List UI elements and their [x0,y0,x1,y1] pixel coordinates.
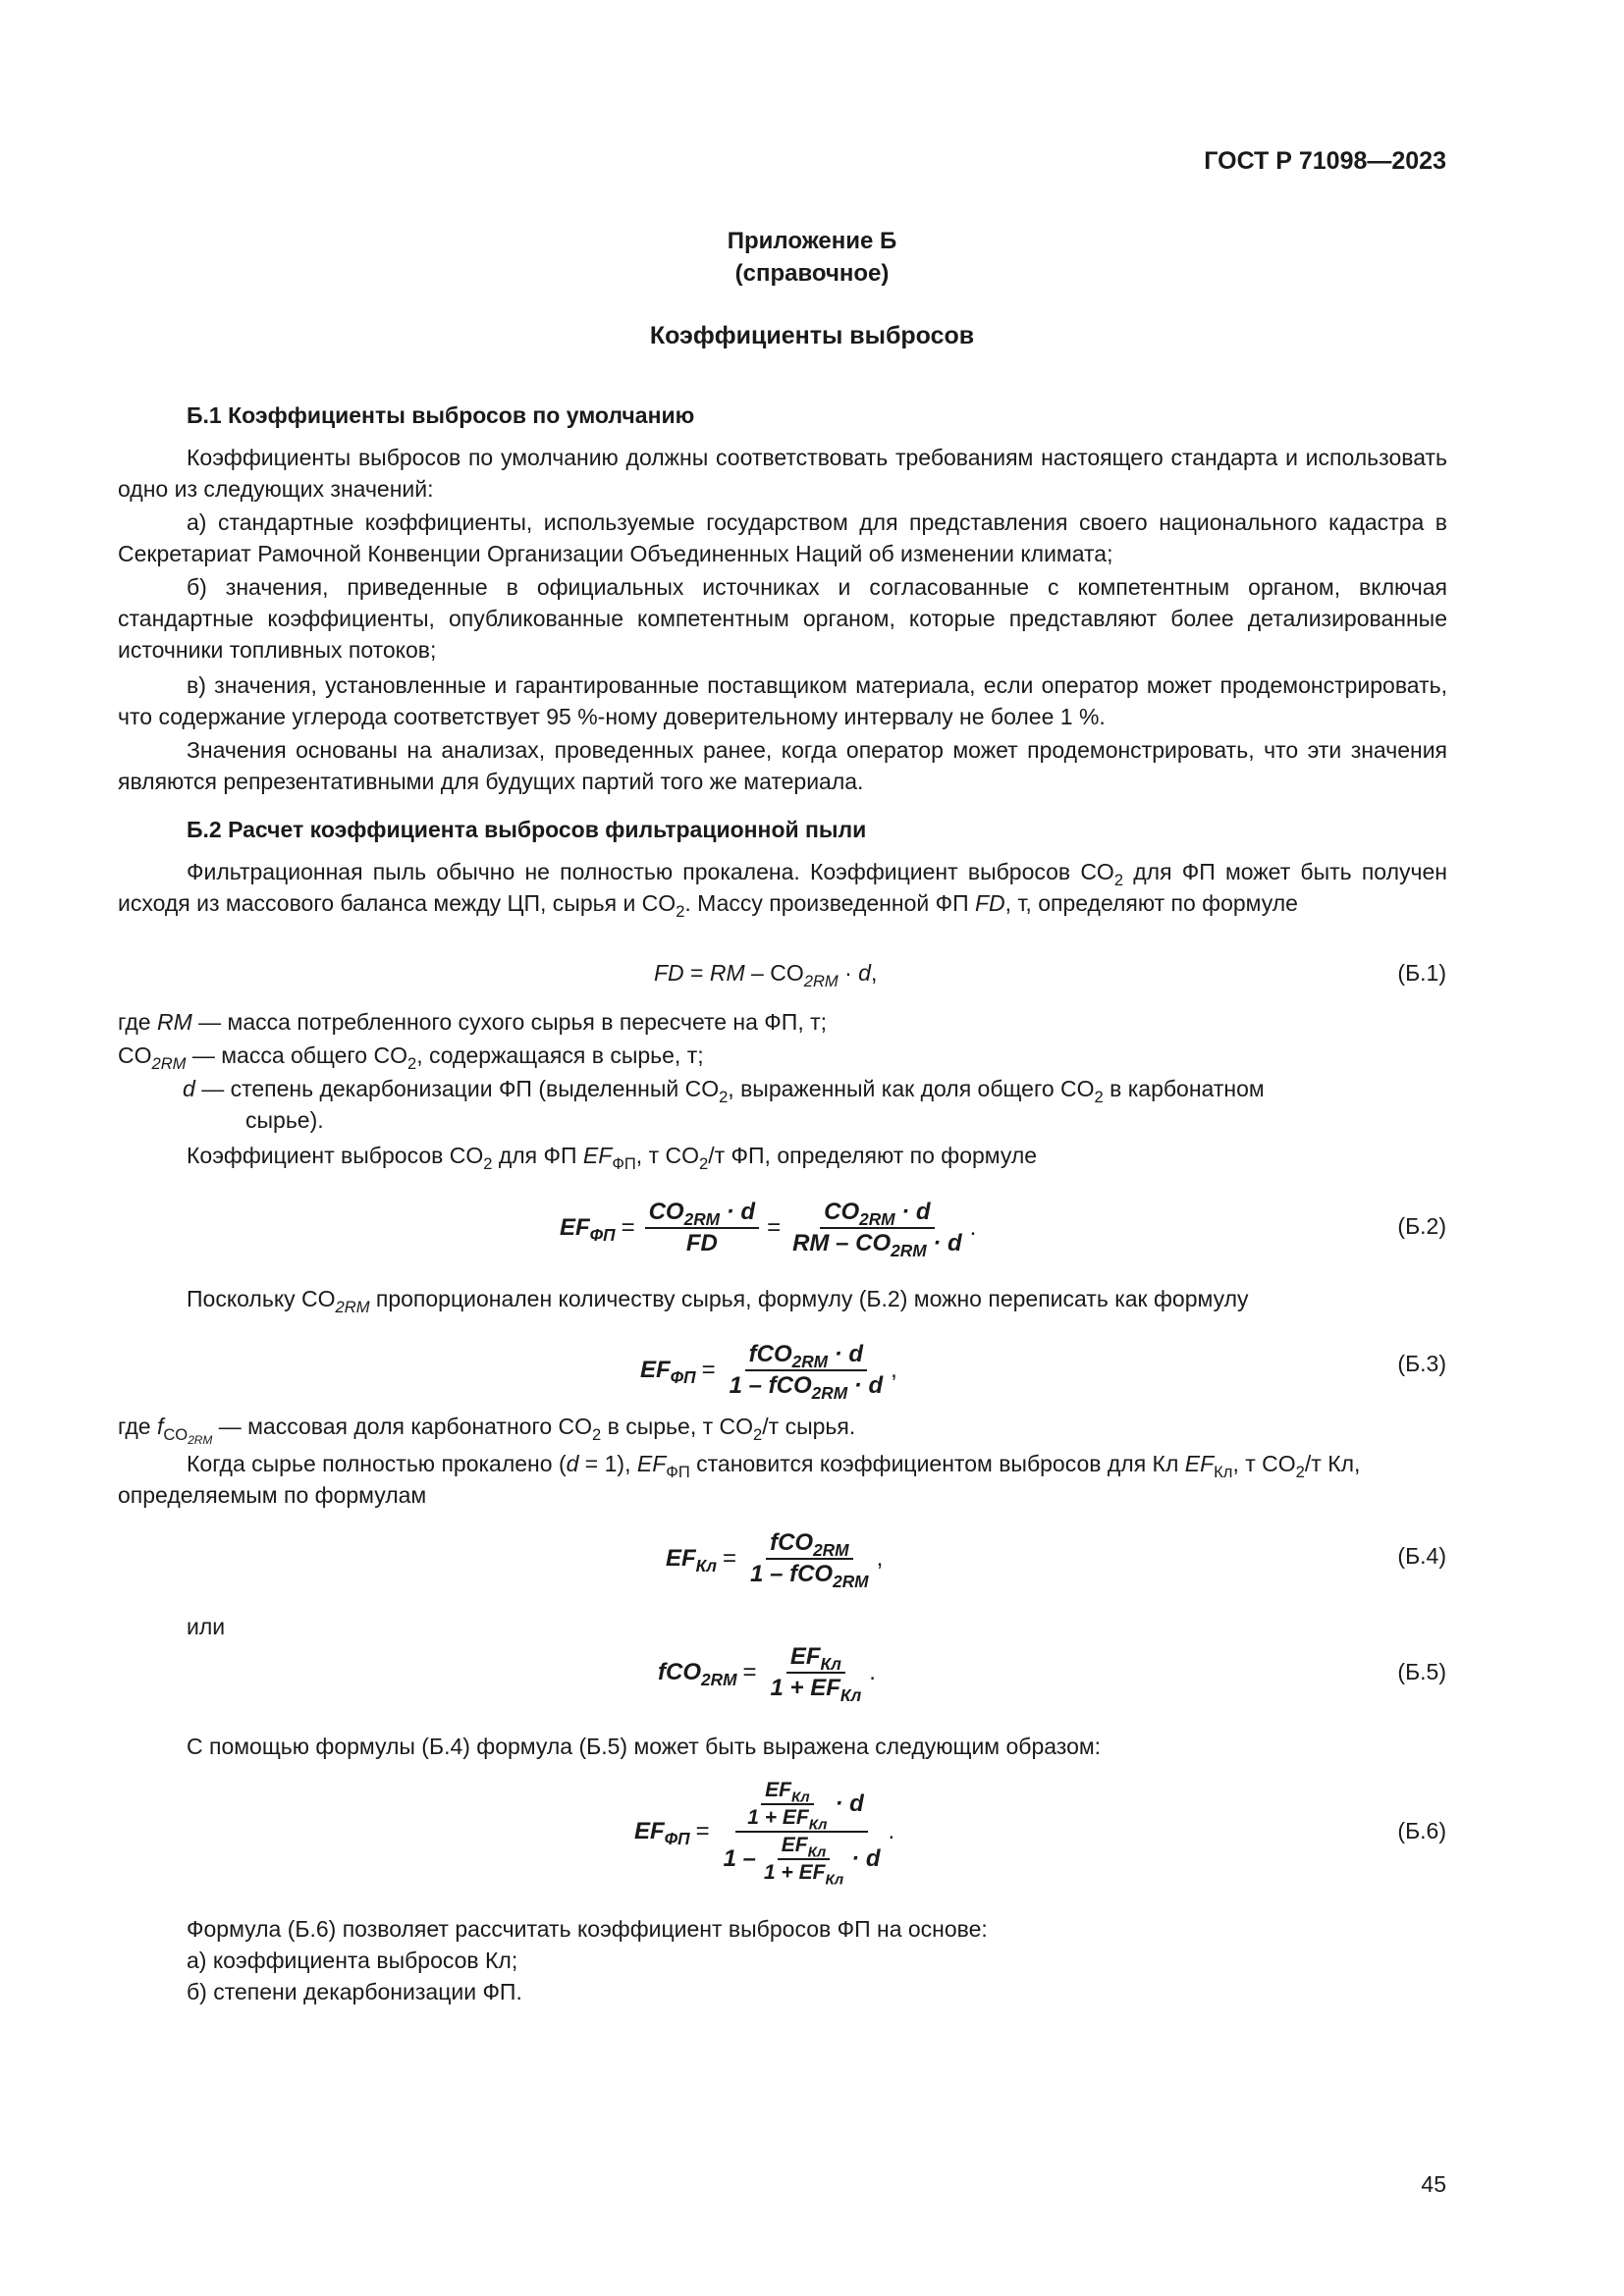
formula-b6-number: (Б.6) [1397,1818,1446,1843]
formula-b4: $EF_{Кл}$ = $\frac{fCO_{2RM}}{1 - fCO_{2RM}}$ , [666,1529,884,1592]
doc-id-header: ГОСТ Р 71098—2023 [1204,147,1446,175]
where-rm-row: где RM — масса потребленного сухого сырья в пересчете на ФП, т; [118,1009,828,1035]
section-b1-heading: Б.1 Коэффициенты выбросов по умолчанию [187,402,695,428]
section-b1-item-a: а) стандартные коэффициенты, используемые государством для представления своего национального кадастра в Секретариат Рамочной Конвенции Организации Объединенных Наций об изменении климата; [118,509,1447,566]
section-b2-paragraph-5: Когда сырье полностью прокалено (d = 1), $EF_{ФП}$ становится коэффициентом выбросов для Кл $EF_{Кл}$, т $CO_2/т$ Кл, [187,1451,1361,1481]
section-b1-intro: Коэффициенты выбросов по умолчанию должны соответствовать требованиям настоящего стандарта и использовать одно из следующих значений: [118,445,1447,502]
formula-b6: $EF_{ФП}$ = $\frac{EF_{Кл}}{1 + EF_{Кл}}$ · d 1 – $\frac{EF_{Кл}}{1 + EF_{Кл}}$ · d . [634,1779,895,1889]
formula-b1-number: (Б.1) [1397,960,1446,986]
section-b2-paragraph-6: С помощью формулы (Б.4) формула (Б.5) может быть выражена следующим образом: [187,1734,1102,1759]
formula-b5-frac: $\frac{EF_{Кл}}{1 + EF_{Кл}}$ [770,1643,862,1706]
page-number: 45 [1421,2171,1446,2197]
formula-b4-frac: $\frac{fCO_{2RM}}{1 - fCO_{2RM}}$ [750,1529,869,1592]
formula-b5: fCO$_{2RM}$ = $\frac{EF_{Кл}}{1 + EF_{Кл}}$ . [658,1643,876,1706]
or-text: или [187,1614,226,1639]
section-b2-heading: Б.2 Расчет коэффициента выбросов фильтрационной пыли [187,817,867,842]
section-b2-list-item-a: а) коэффициента выбросов Кл; [187,1948,518,1973]
formula-b2-frac-2: $\frac{CO_{2RM} \cdot d}{RM - CO_{2RM} \cdot d}$ [792,1199,962,1261]
appendix-label: Приложение Б [727,228,897,254]
where-fco2-row: где $f_{CO_{2RM}}$ — массовая доля карбонатного $CO_2$ в сырье, т $CO_2/т$ сырья. [118,1414,856,1447]
section-b2-paragraph-5-cont: определяемым по формулам [118,1482,427,1508]
formula-b4-number: (Б.4) [1397,1543,1446,1569]
formula-b1: FD = RM – $CO_{2RM} \cdot d$, [654,960,878,990]
appendix-title: Коэффициенты выбросов [649,322,975,349]
where-d-row-cont: сырье). [245,1107,324,1133]
formula-b5-number: (Б.5) [1397,1659,1446,1684]
formula-b2-frac-1: $\frac{CO_{2RM} \cdot d}{FD}$ [645,1199,759,1257]
formula-b6-num-frac: $\frac{EF_{Кл}}{1 + EF_{Кл}}$ [747,1779,828,1834]
formula-b3-number: (Б.3) [1397,1351,1446,1376]
section-b1-item-b: б) значения, приведенные в официальных источниках и согласованные с компетентным органом, включая стандартные коэффициенты, опубликованные компетентным органом, которые представляют более детализированные источники топливных потоков; [118,574,1447,663]
section-b2-paragraph-3: Поскольку $CO_{2RM}$ пропорционален количеству сырья, формулу (Б.2) можно переписать как формулу [187,1286,1249,1316]
formula-b3: $EF_{ФП}$ = $\frac{fCO_{2RM} \cdot d}{1 - fCO_{2RM} \cdot d}$ , [640,1341,897,1404]
section-b2-paragraph-7: Формула (Б.6) позволяет рассчитать коэффициент выбросов ФП на основе: [187,1916,988,1942]
appendix-type: (справочное) [734,260,890,287]
where-block [118,1009,1447,1137]
formula-b2-number: (Б.2) [1397,1213,1446,1239]
formula-b3-frac: $\frac{fCO_{2RM} \cdot d}{1 - fCO_{2RM} \cdot d}$ [729,1341,884,1404]
section-b2-paragraph-2: Коэффициент выбросов $CO_2$ для ФП $EF_{ФП}$, т $CO_2/т$ ФП, определяют по формуле [187,1143,1038,1173]
formula-b6-den-frac: $\frac{EF_{Кл}}{1 + EF_{Кл}}$ [763,1834,844,1889]
section-b2-paragraph-1: Фильтрационная пыль обычно не полностью прокалена. Коэффициент выбросов $CO_2$ для ФП может быть получен исходя из массового баланса между ЦП, сырья и $CO_2$. Массу произведенной ФП FD, т, определяют по формуле [118,859,1447,921]
section-b1-note: Значения основаны на анализах, проведенных ранее, когда оператор может продемонстрировать, что эти значения являются репрезентативными для будущих партий того же материала. [118,737,1447,794]
where-d-row: d — степень декарбонизации ФП (выделенный $CO_2$, выраженный как доля общего $CO_2$ в карбонатном [183,1076,1265,1106]
formula-b6-frac: $\frac{EF_{Кл}}{1 + EF_{Кл}}$ · d 1 – $\frac{EF_{Кл}}{1 + EF_{Кл}}$ · d [723,1779,881,1889]
formula-b2: $EF_{ФП}$ = $\frac{CO_{2RM} \cdot d}{FD}$ = $\frac{CO_{2RM} \cdot d}{RM - CO_{2RM} \cdot d}$ . [560,1199,977,1261]
section-b2-list-item-b: б) степени декарбонизации ФП. [187,1979,522,2004]
section-b1-item-c: в) значения, установленные и гарантированные поставщиком материала, если оператор может продемонстрировать, что содержание углерода соответствует 95 %-ному доверительному интервалу не более 1 %. [118,672,1447,729]
where-co2-row: $CO_{2RM}$ — масса общего $CO_2$, содержащаяся в сырье, т; [118,1042,704,1073]
